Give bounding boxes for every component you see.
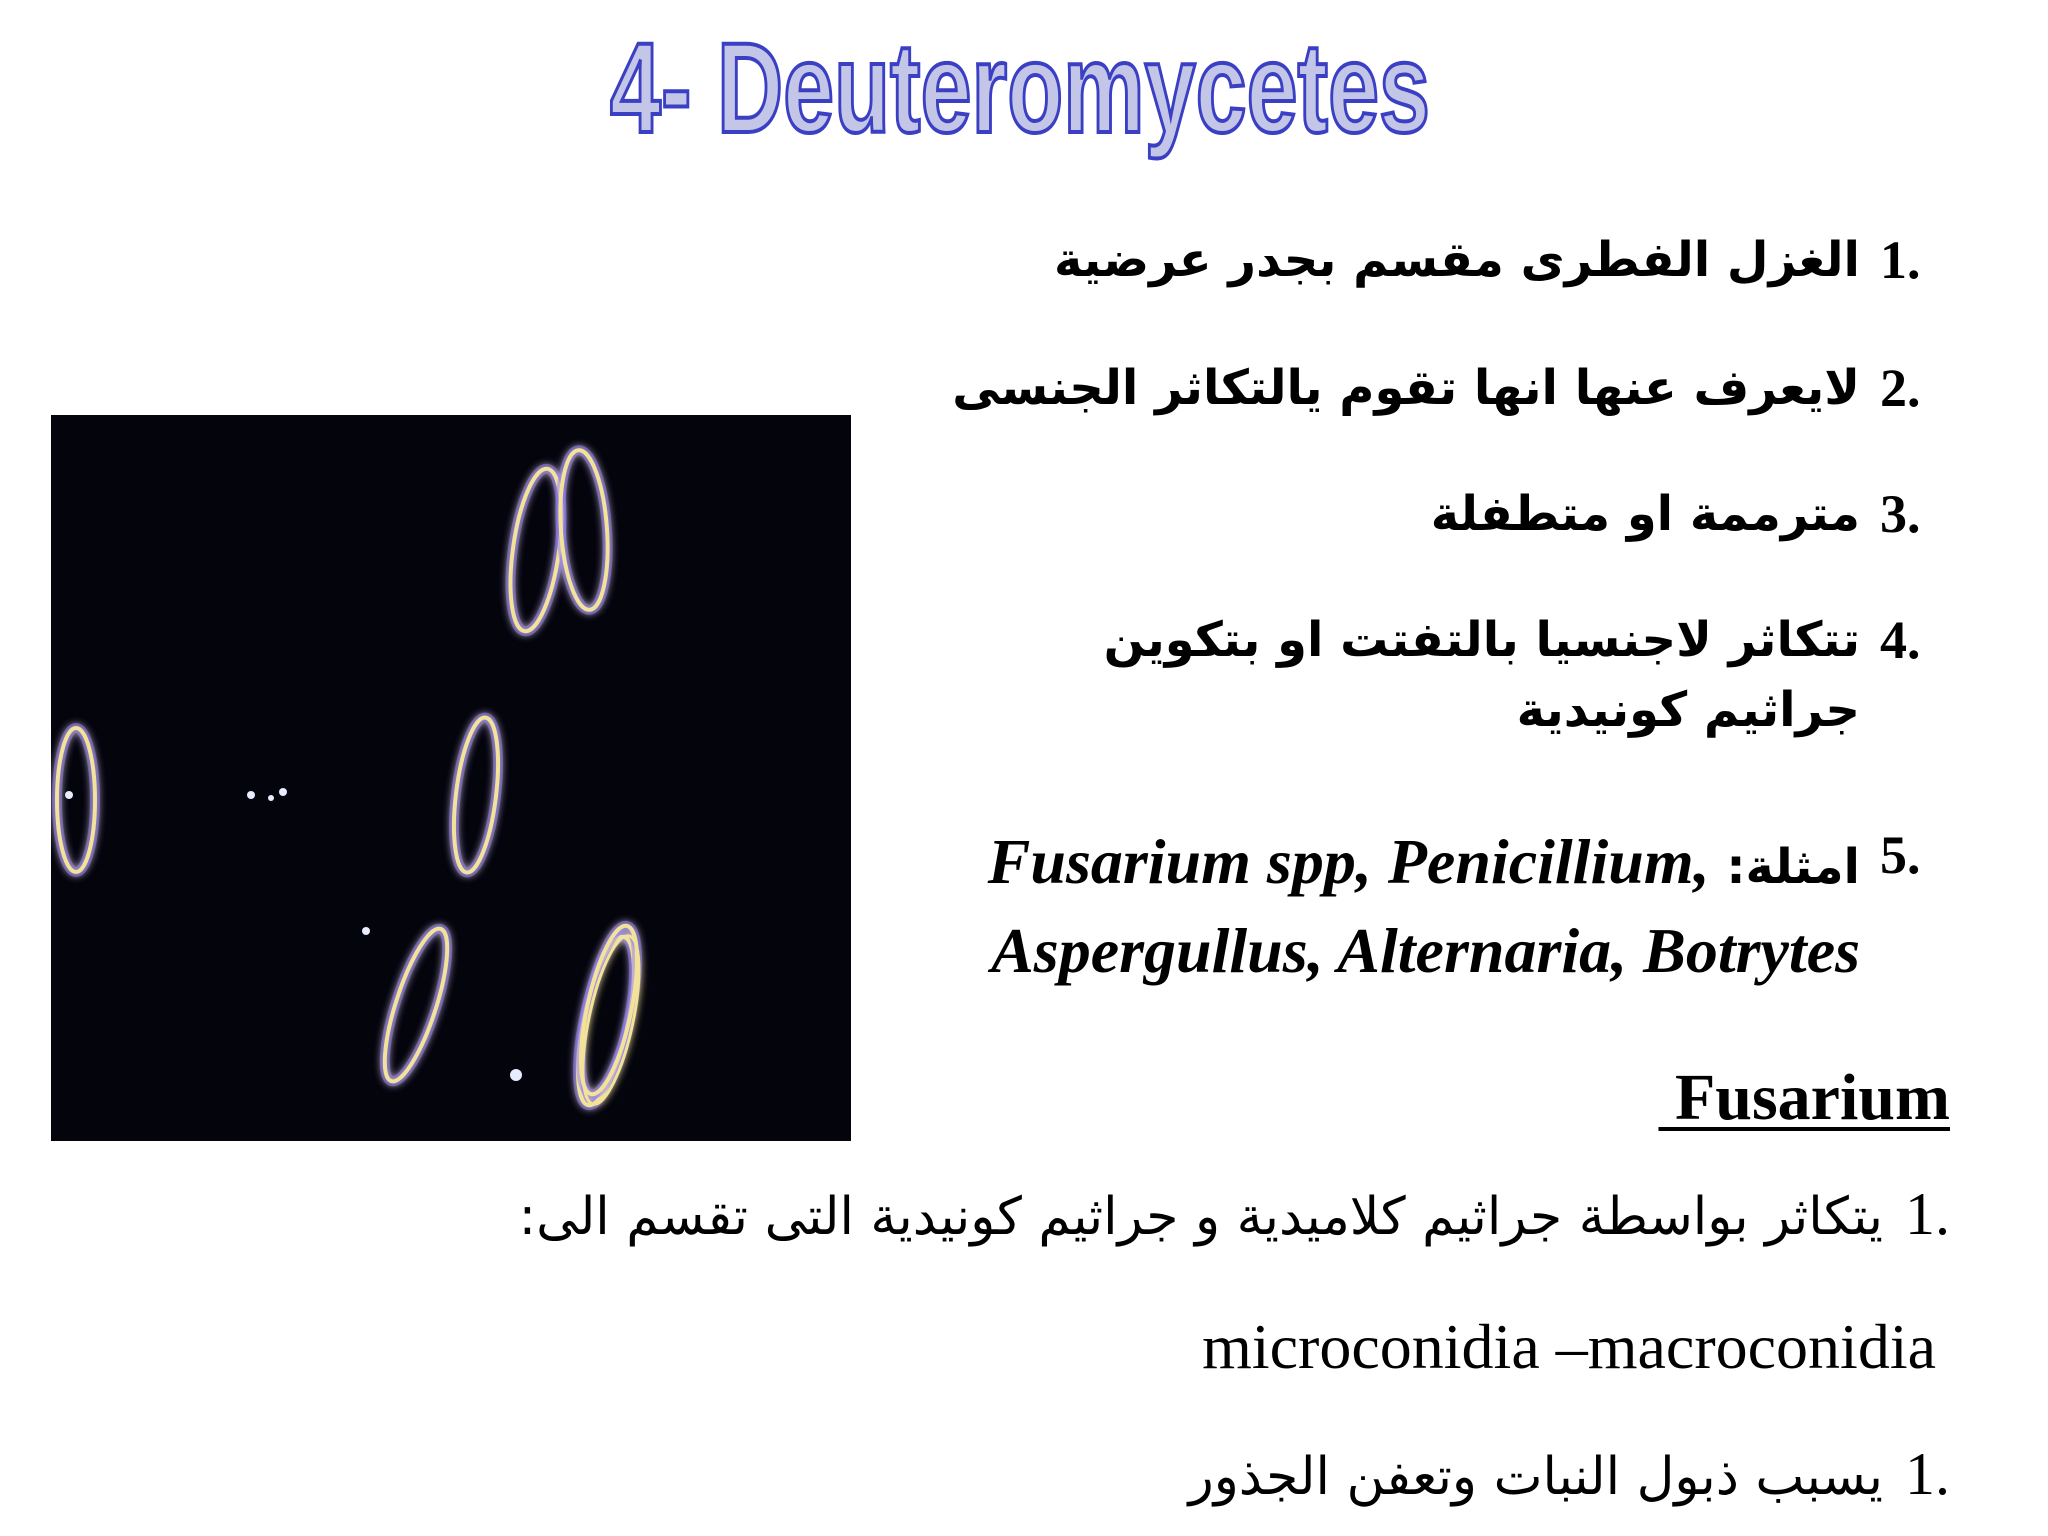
list-item-text: مترممة او متطفلة <box>1430 486 1860 542</box>
list-item-number: 1. <box>1880 230 1921 290</box>
conidia-types: microconidia –macroconidia <box>1202 1311 1936 1382</box>
fusarium-item-text: يسبب ذبول النبات وتعفن الجذور <box>1188 1447 1883 1507</box>
list-item-number: 5. <box>1880 825 1921 885</box>
list-item <box>880 353 1940 423</box>
list-item-number: 4. <box>1880 610 1921 670</box>
list-item-number: 2. <box>1880 358 1921 418</box>
list-item <box>880 605 1940 745</box>
list-item-text: لايعرف عنها انها تقوم يالتكاثر الجنسى <box>952 360 1860 416</box>
list-item <box>880 479 1940 549</box>
list-item-text: تتكاثر لاجنسيا بالتفتت او بتكوين جراثيم كونيدية <box>1103 612 1860 738</box>
fusarium-item-number: 1. <box>1905 1441 1950 1507</box>
examples-label: امثلة: <box>1726 839 1860 895</box>
list-item-number: 3. <box>1880 484 1921 544</box>
slide-title-text: 4- Deuteromycetes <box>610 17 1430 160</box>
fusarium-item-text: يتكاثر بواسطة جراثيم كلاميدية و جراثيم كونيدية التى تقسم الى: <box>518 1187 1883 1247</box>
list-item-text: الغزل الفطرى مقسم بجدر عرضية <box>1053 232 1860 288</box>
fusarium-heading: Fusarium <box>1658 1061 1950 1134</box>
fusarium-item <box>519 1180 1950 1249</box>
list-item-examples <box>840 820 1940 993</box>
list-item <box>880 225 1940 295</box>
examples-line-2: Aspergullus, Alternaria, Botrytes <box>991 915 1860 986</box>
fusarium-item-number: 1. <box>1905 1181 1950 1247</box>
examples-text <box>840 820 1860 993</box>
examples-line-1: Fusarium spp, Penicillium, <box>987 826 1710 897</box>
fungal-spores-micrograph-icon <box>51 415 851 1141</box>
slide-title <box>0 0 2048 190</box>
micrograph-image <box>51 415 851 1141</box>
fusarium-item <box>1189 1440 1950 1509</box>
